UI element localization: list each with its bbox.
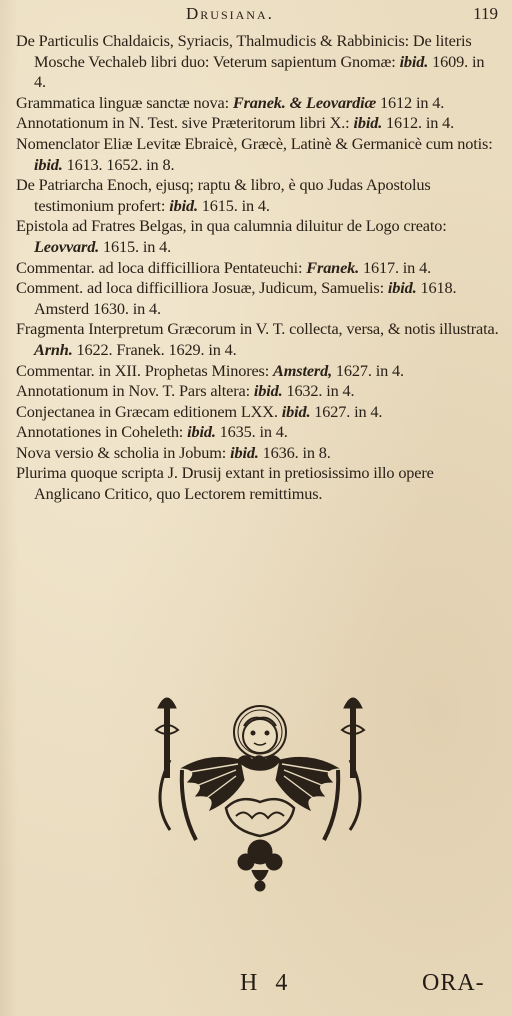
entry-place: ibid. xyxy=(253,381,283,401)
entry-title: Nomenclator Eliæ Levitæ Ebraicè, Græcè, Latinè & Germanicè cum notis: xyxy=(16,133,493,153)
running-title: Drusiana. xyxy=(186,4,274,23)
entry-imprint: 1609. in 4. xyxy=(34,51,485,92)
entry-place: ibid. xyxy=(169,195,198,215)
entry-title: Epistola ad Fratres Belgas, in qua calumnia diluitur de Logo creato: xyxy=(16,216,447,236)
entry-place: ibid. xyxy=(353,113,383,133)
bibliography-entry xyxy=(16,361,500,382)
entry-place: ibid. xyxy=(187,422,216,442)
entry-imprint: 1635. in 4. xyxy=(215,422,288,442)
entry-imprint: 1613. 1652. in 8. xyxy=(62,154,175,174)
entry-place: Franek. & Leovardiæ xyxy=(232,92,377,112)
entry-title: De Particulis Chaldaicis, Syriacis, Thalmudicis & Rabbinicis: De literis Mosche Vechaleb libri duo: Veterum sapientum Gnomæ: xyxy=(16,31,472,71)
entry-imprint: 1615. in 4. xyxy=(99,236,172,256)
catchword: ORA- xyxy=(422,970,485,996)
bibliography-entry xyxy=(16,402,500,423)
bibliography-entry xyxy=(16,175,500,216)
entry-place: Amsterd, xyxy=(273,360,332,380)
entry-imprint: 1622. Franek. 1629. in 4. xyxy=(72,339,237,359)
entry-imprint: 1636. in 8. xyxy=(258,442,331,462)
entry-title: De Patriarcha Enoch, ejusq; raptu & libro, è quo Judas Apostolus testimonium profert: xyxy=(16,175,431,215)
signature-mark: H 4 xyxy=(240,970,294,996)
entry-place: Franek. xyxy=(306,257,360,277)
entry-imprint: 1612. in 4. xyxy=(382,113,455,133)
entry-title: Commentar. ad loca difficilliora Pentateuchi: xyxy=(16,257,307,277)
entry-title: Conjectanea in Græcam editionem LXX. xyxy=(16,401,282,421)
entry-title: Comment. ad loca difficilliora Josuæ, Judicum, Samuelis: xyxy=(16,278,388,298)
entry-title: Commentar. in XII. Prophetas Minores: xyxy=(16,360,274,380)
entry-place: ibid. xyxy=(399,51,429,71)
entry-imprint: 1612 in 4. xyxy=(376,92,445,112)
entry-imprint: 1615. in 4. xyxy=(197,195,270,215)
entry-imprint: 1617. in 4. xyxy=(359,257,431,277)
bibliography-entry xyxy=(16,93,500,114)
bibliography-list xyxy=(16,31,500,505)
winged-cherub-ornament-icon xyxy=(140,690,380,900)
running-head xyxy=(0,2,512,30)
entry-imprint: 1627. in 4. xyxy=(310,401,383,421)
bibliography-entry xyxy=(16,443,500,464)
entry-title: Annotationes in Coheleth: xyxy=(16,422,188,442)
entry-place: ibid. xyxy=(281,401,311,421)
entry-place: ibid. xyxy=(34,154,63,174)
bibliography-entry xyxy=(16,31,500,93)
bibliography-entry xyxy=(16,113,500,134)
entry-title: Annotationum in Nov. T. Pars altera: xyxy=(16,381,254,401)
entry-title: Nova versio & scholia in Jobum: xyxy=(16,442,231,462)
entry-imprint: 1627. in 4. xyxy=(332,360,404,380)
entry-place: ibid. xyxy=(230,442,259,462)
bibliography-entry xyxy=(16,258,500,279)
closing-note-text: Plurima quoque scripta J. Drusij extant in pretiosissimo illo opere Anglicano Critico, quo Lectorem remittimus. xyxy=(16,463,434,504)
entry-title: Fragmenta Interpretum Græcorum in V. T. collecta, versa, & notis illustrata. xyxy=(16,319,499,339)
bibliography-entry xyxy=(16,134,500,175)
bibliography-entry xyxy=(16,216,500,257)
entry-imprint: 1618. Amsterd 1630. in 4. xyxy=(34,278,457,318)
entry-place: Arnh. xyxy=(34,339,73,359)
bibliography-entry xyxy=(16,422,500,443)
entry-place: Leovvard. xyxy=(34,236,100,256)
bibliography-entry xyxy=(16,381,500,402)
bibliography-entry xyxy=(16,278,500,319)
entry-imprint: 1632. in 4. xyxy=(282,381,355,401)
bibliography-entry xyxy=(16,319,500,360)
page-number: 119 xyxy=(473,4,498,23)
entry-title: Grammatica linguæ sanctæ nova: xyxy=(16,92,233,112)
entry-title: Annotationum in N. Test. sive Præteritorum libri X.: xyxy=(16,113,354,133)
entry-place: ibid. xyxy=(387,278,417,298)
closing-note xyxy=(16,463,500,504)
